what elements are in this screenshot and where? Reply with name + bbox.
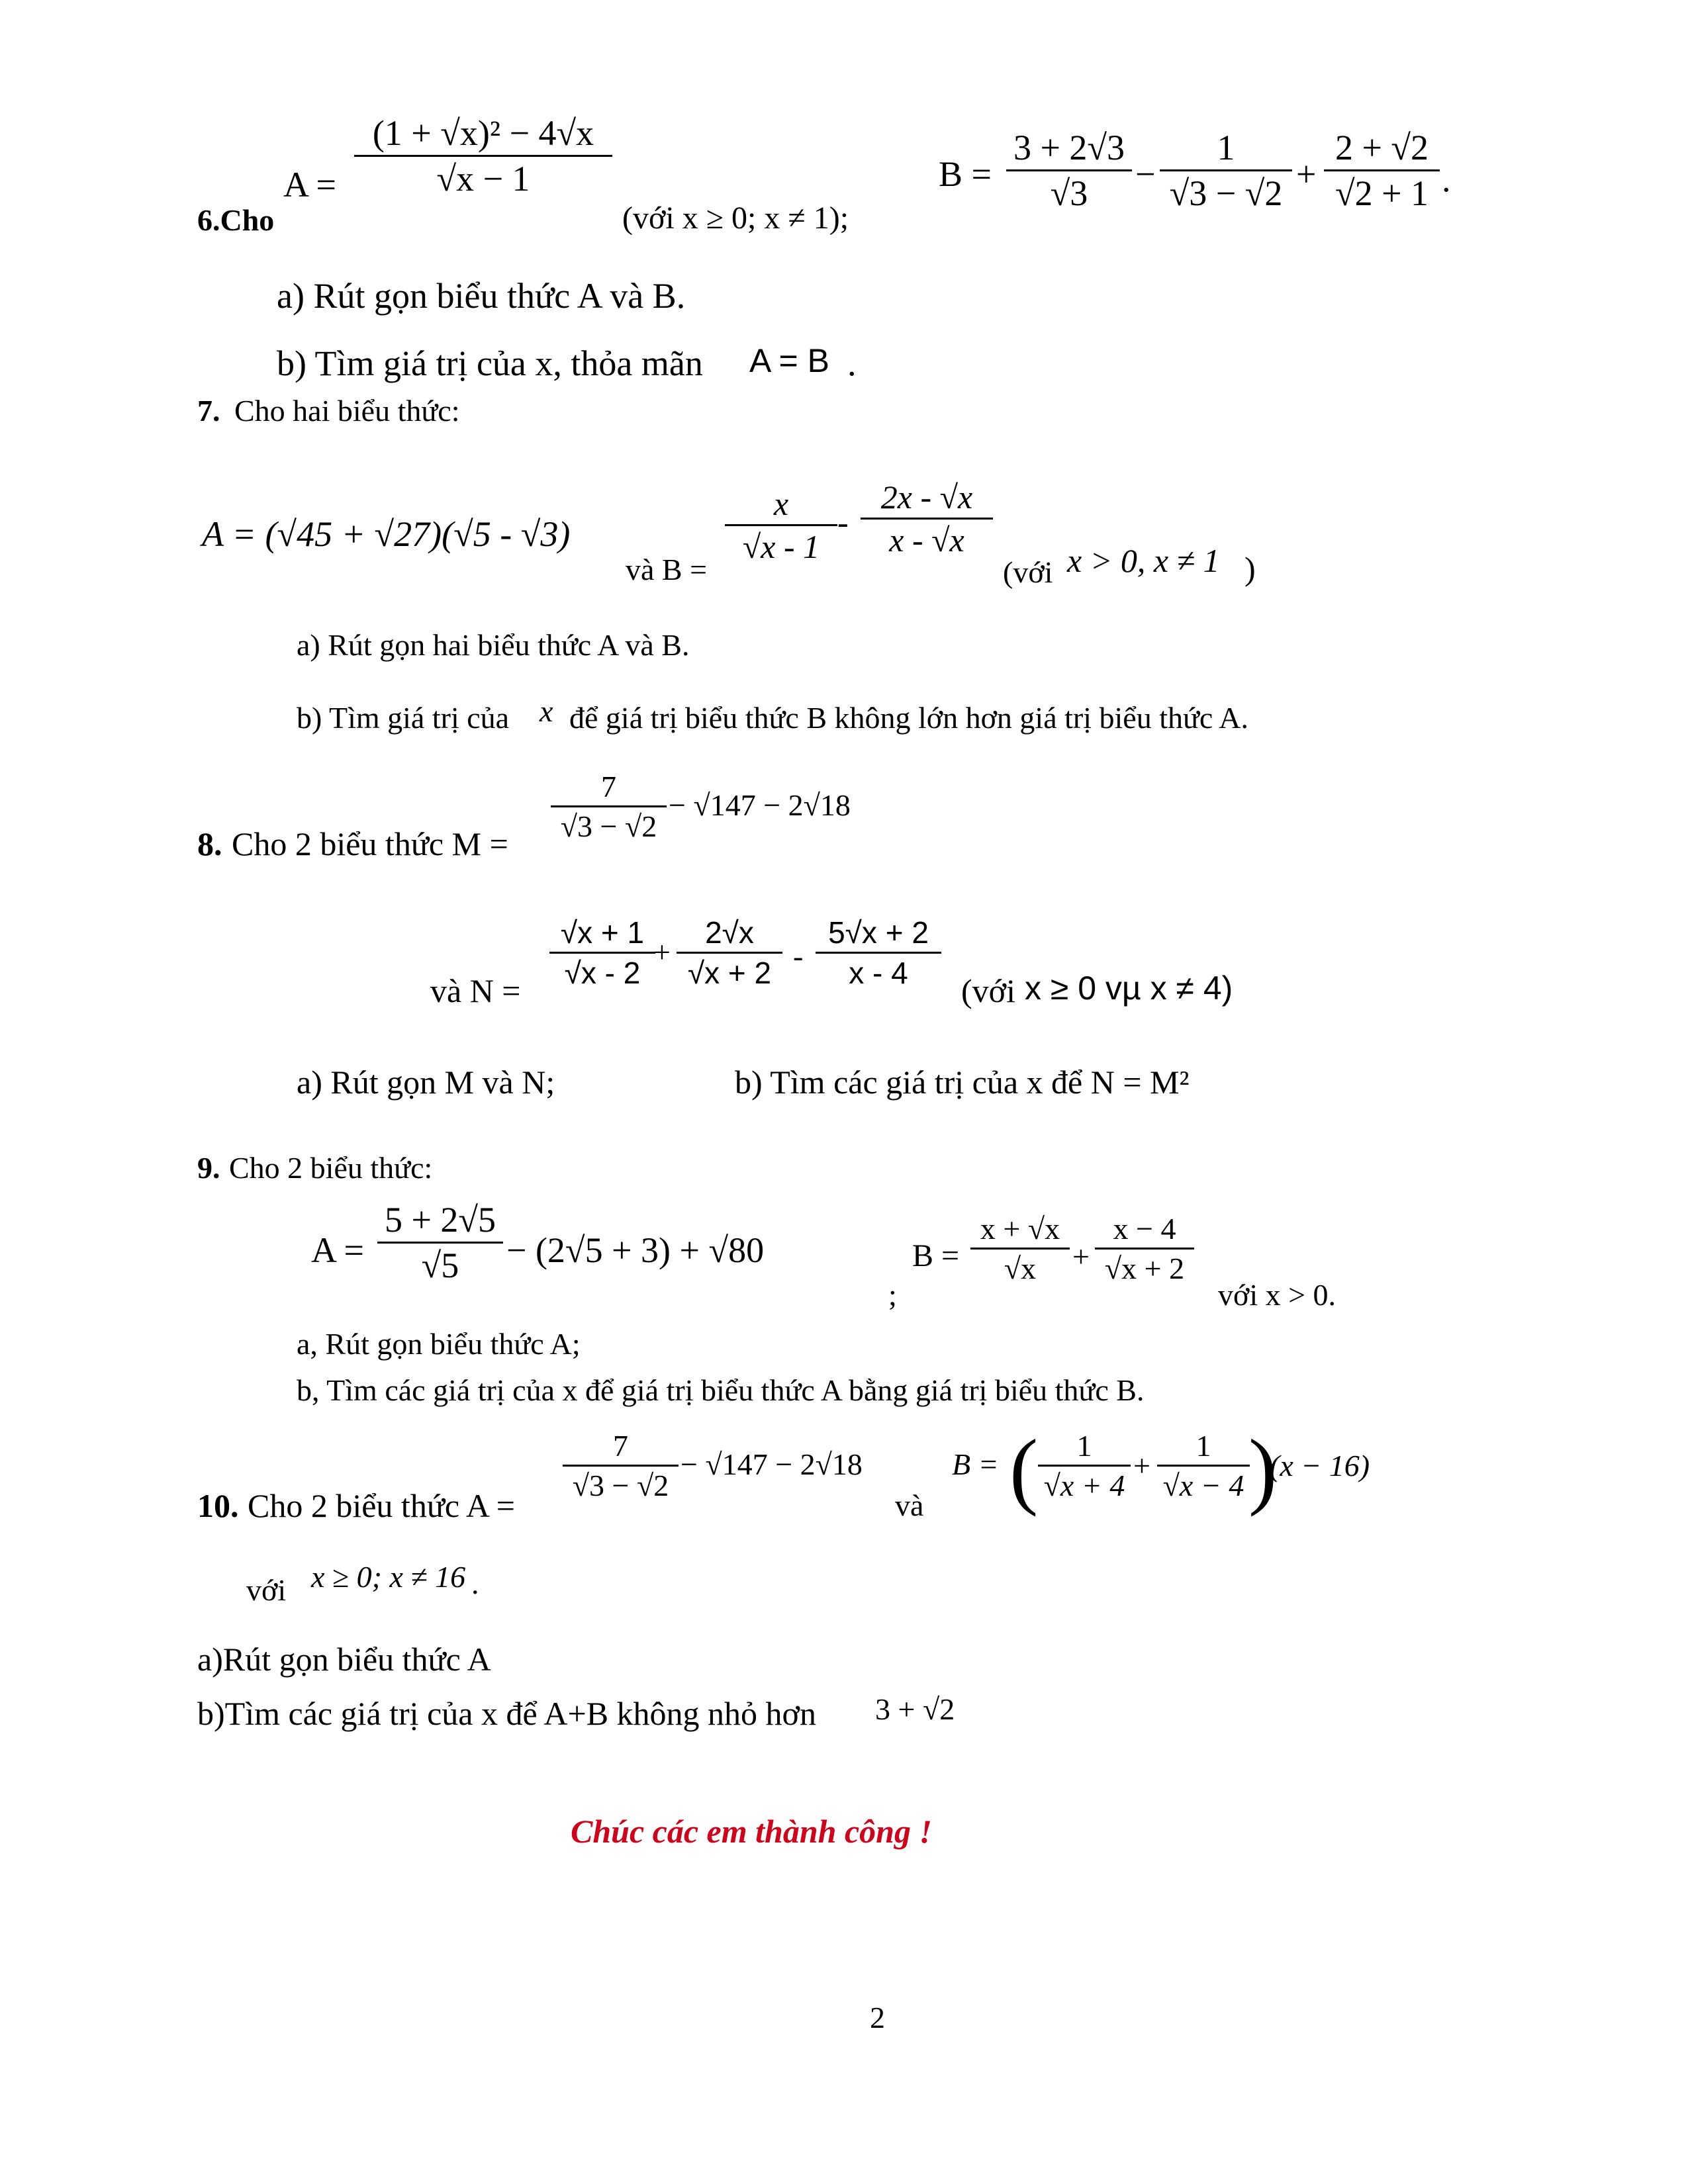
p10-b-fraction2: [1157, 1428, 1250, 1503]
p8-cond-pre: (với: [961, 972, 1015, 1009]
p8-n1-den: √x - 2: [564, 956, 641, 990]
p6-b-term3: [1324, 127, 1440, 214]
p8-and-n: và N =: [430, 972, 521, 1009]
fraction-bar: [970, 1248, 1070, 1250]
p6-b-term1-den: √3: [1050, 173, 1088, 213]
p9-a-fraction: [377, 1199, 503, 1286]
p6-part-b-end: .: [847, 343, 857, 383]
fraction-bar: [1157, 1465, 1250, 1467]
p9-condition: với x > 0.: [1218, 1278, 1336, 1312]
fraction-bar: [549, 952, 655, 954]
p7-b-f2-num: 2x - √x: [880, 478, 973, 516]
p10-b-fraction1: [1038, 1428, 1131, 1503]
p9-b-prefix: B =: [912, 1238, 960, 1273]
p6-part-b-math: A = B: [749, 342, 829, 379]
fraction-bar: [354, 155, 612, 157]
p6-b-term3-num: 2 + √2: [1335, 128, 1429, 167]
closing-message: Chúc các em thành công !: [571, 1813, 932, 1850]
p9-semicolon: ;: [888, 1278, 897, 1312]
p10-and: và: [895, 1488, 924, 1522]
p6-b-op1: −: [1135, 154, 1156, 194]
p7-part-b-post: để giá trị biểu thức B không lớn hơn giá trị biểu thức A.: [569, 701, 1249, 735]
p9-b-fraction2: [1095, 1211, 1194, 1286]
problem-10-number: 10.: [197, 1487, 239, 1524]
p10-a-fraction: [563, 1428, 679, 1503]
p10-b-tail: (x − 16): [1270, 1449, 1370, 1482]
p7-a-expression: A = (√45 + √27)(√5 - √3): [202, 514, 571, 554]
problem-10-label: Cho 2 biểu thức A =: [248, 1487, 515, 1524]
p6-a-denominator: √x − 1: [436, 159, 530, 199]
p7-b-f1-den: √x - 1: [742, 528, 820, 565]
p6-b-term2-den: √3 − √2: [1169, 173, 1283, 213]
p10-a-rest: − √147 − 2√18: [680, 1447, 863, 1481]
p8-n2-num: 2√x: [705, 915, 754, 950]
p7-b-f1-num: x: [773, 485, 789, 522]
p6-b-end: .: [1442, 159, 1451, 199]
p7-b-f2-den: x - √x: [889, 522, 964, 559]
p6-a-fraction: [354, 113, 612, 199]
problem-7-label: Cho hai biểu thức:: [234, 394, 460, 428]
p7-b-minus: -: [837, 504, 849, 541]
p9-a-rest: − (2√5 + 3) + √80: [506, 1230, 765, 1270]
p8-n-fraction2: [677, 915, 782, 991]
p9-b-plus: +: [1072, 1240, 1090, 1273]
p9-b1-num: x + √x: [980, 1212, 1060, 1246]
fraction-bar: [551, 805, 667, 807]
p7-part-b-x: x: [539, 694, 553, 728]
fraction-bar: [1038, 1465, 1131, 1467]
page-number: 2: [870, 2001, 885, 2034]
p8-n1-num: √x + 1: [560, 915, 645, 950]
p7-cond-pre: (với: [1003, 555, 1053, 589]
p6-part-b: b) Tìm giá trị của x, thỏa mãn: [277, 343, 703, 383]
p6-b-prefix: B =: [939, 154, 992, 194]
p6-b-term2-num: 1: [1217, 128, 1235, 167]
p7-part-b-pre: b) Tìm giá trị của: [297, 701, 510, 735]
p6-b-op2: +: [1296, 154, 1317, 194]
p9-b-fraction1: [970, 1211, 1070, 1286]
p10-b1-num: 1: [1076, 1429, 1092, 1463]
p8-m-fraction: [551, 769, 667, 844]
fraction-bar: [725, 524, 837, 526]
p9-part-a: a, Rút gọn biểu thức A;: [297, 1327, 581, 1361]
fraction-bar: [1324, 169, 1440, 171]
p9-a-prefix: A =: [311, 1230, 364, 1270]
p9-b2-num: x − 4: [1113, 1212, 1176, 1246]
problem-9-number: 9.: [197, 1151, 220, 1185]
fraction-bar: [1006, 169, 1132, 171]
p10-cond-end: .: [471, 1567, 479, 1600]
p6-b-term1: [1006, 127, 1132, 214]
fraction-bar: [563, 1465, 679, 1467]
p10-cond-pre: với: [246, 1573, 287, 1607]
p8-cond-math: x ≥ 0 vµ x ≠ 4): [1025, 970, 1233, 1007]
p6-part-a: a) Rút gọn biểu thức A và B.: [277, 276, 686, 316]
p9-a-num: 5 + 2√5: [384, 1200, 496, 1240]
p8-n-minus: -: [793, 939, 804, 973]
p10-a-num: 7: [613, 1429, 628, 1463]
p10-part-b: b)Tìm các giá trị của x để A+B không nhỏ hơn: [197, 1695, 816, 1732]
p7-and-b: và B =: [626, 553, 708, 586]
p10-b2-den: √x − 4: [1162, 1469, 1244, 1502]
p6-b-term1-num: 3 + 2√3: [1013, 128, 1125, 167]
p9-a-den: √5: [421, 1246, 459, 1285]
p8-part-b: b) Tìm các giá trị của x để N = M²: [735, 1064, 1190, 1101]
p8-m-rest: − √147 − 2√18: [669, 788, 851, 822]
p10-b2-num: 1: [1196, 1429, 1211, 1463]
p7-b-fraction2: [861, 478, 993, 559]
p8-n2-den: √x + 2: [687, 956, 772, 990]
p10-b-prefix: B =: [952, 1447, 999, 1481]
problem-8-label: Cho 2 biểu thức M =: [232, 825, 508, 862]
problem-6-label: 6.Cho: [197, 203, 275, 237]
p8-n3-den: x - 4: [849, 956, 908, 990]
fraction-bar: [677, 952, 782, 954]
p8-n-fraction1: [549, 915, 655, 991]
p9-part-b: b, Tìm các giá trị của x để giá trị biểu thức A bằng giá trị biểu thức B.: [297, 1373, 1145, 1407]
fraction-bar: [377, 1242, 503, 1244]
fraction-bar: [1095, 1248, 1194, 1250]
p10-part-a: a)Rút gọn biểu thức A: [197, 1641, 491, 1678]
p8-n3-num: 5√x + 2: [828, 915, 929, 950]
p6-a-numerator: (1 + √x)² − 4√x: [372, 113, 594, 153]
p8-m-num: 7: [601, 770, 616, 803]
fraction-bar: [816, 952, 941, 954]
p10-cond-math: x ≥ 0; x ≠ 16: [311, 1560, 466, 1594]
p8-n-fraction3: [816, 915, 941, 991]
p7-cond-post: ): [1244, 550, 1256, 587]
p7-b-fraction1: [725, 484, 837, 566]
fraction-bar: [1160, 169, 1292, 171]
p6-b-term2: [1160, 127, 1292, 214]
p10-b-plus: +: [1133, 1449, 1150, 1482]
p10-b1-den: √x + 4: [1043, 1469, 1125, 1502]
fraction-bar: [861, 518, 993, 520]
p10-a-den: √3 − √2: [572, 1469, 669, 1502]
p6-b-term3-den: √2 + 1: [1335, 173, 1429, 213]
problem-8-number: 8.: [197, 825, 222, 862]
p10-part-b-math: 3 + √2: [875, 1692, 955, 1726]
p10-b-right-paren: ): [1248, 1422, 1278, 1518]
problem-7-number: 7.: [197, 394, 220, 428]
p8-part-a: a) Rút gọn M và N;: [297, 1064, 555, 1101]
p9-b1-den: √x: [1004, 1251, 1037, 1285]
p6-a-prefix: A =: [283, 165, 336, 205]
p7-part-a: a) Rút gọn hai biểu thức A và B.: [297, 628, 690, 662]
p9-b2-den: √x + 2: [1104, 1251, 1185, 1285]
p8-n-plus: +: [653, 935, 671, 969]
p6-condition: (với x ≥ 0; x ≠ 1);: [622, 201, 849, 236]
p10-b-left-paren: (: [1009, 1422, 1039, 1518]
p8-m-den: √3 − √2: [560, 809, 657, 843]
problem-9-label: Cho 2 biểu thức:: [229, 1151, 433, 1185]
p7-cond-math: x > 0, x ≠ 1: [1067, 542, 1220, 579]
